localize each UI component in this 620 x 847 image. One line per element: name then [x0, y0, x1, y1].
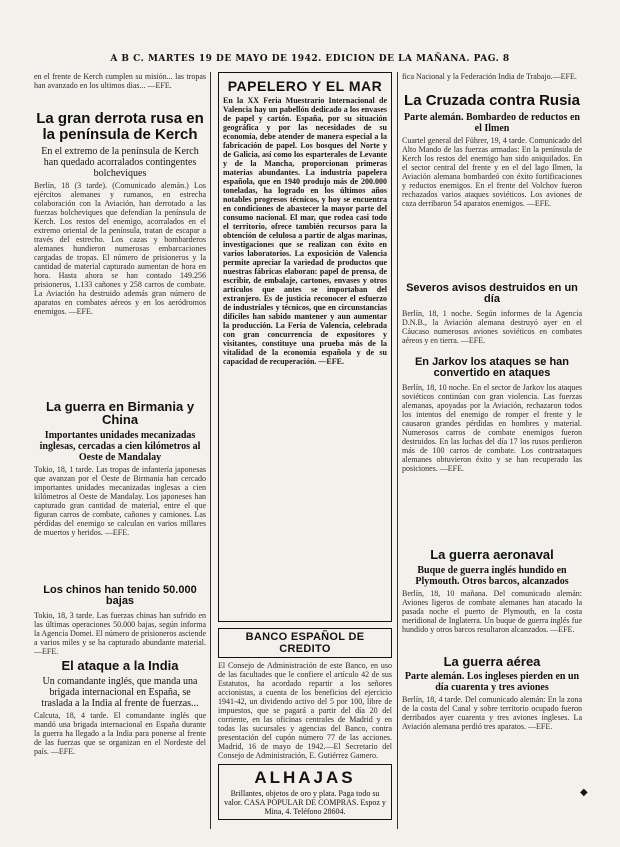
article-chinos-body: Tokio, 18, 3 tarde. Las fuerzas chinas han sufrido en las últimas operaciones 50.000 bajas, según informa la Agencia Domei. El número de prisioneros asciende a varios miles y se ha capturado abundante material. —EFE.	[34, 610, 206, 656]
column-center	[218, 72, 392, 827]
page-corner-mark: ◆	[580, 787, 588, 798]
bank-notice-title: BANCO ESPAÑOL DE CREDITO	[218, 628, 392, 658]
headline-jarkov: En Jarkov los ataques se han convertido en ataques	[414, 355, 570, 380]
page-header: A B C. MARTES 19 DE MAYO DE 1942. EDICION DE LA MAÑANA. PAG. 8	[110, 54, 510, 64]
subheadline-aeronaval: Buque de guerra inglés hundido en Plymouth. Otros barcos, alcanzados	[415, 564, 569, 587]
article-avisos-body: Berlín, 18, 1 noche. Según informes de la Agencia D.N.B., la Aviación alemana destruyó ayer en el Cáucaso numerosos aviones soviéticos en combates aéreos y en tierra. —EFE.	[402, 308, 582, 345]
headline-avisos: Severos avisos destruidos en un día	[406, 281, 578, 306]
boxed-article	[218, 72, 392, 622]
subheadline-guerra-aerea: Parte alemán. Los ingleses pierden en un día cuarenta y tres aviones	[404, 671, 580, 694]
headline-guerra-aerea: La guerra aérea	[443, 653, 541, 669]
ad-title: ALHAJAS	[254, 768, 356, 787]
article-india-body: Calcuta, 18, 4 tarde. El comandante inglés que mandó una brigada internacional en España durante la guerra ha llegado a la India para ponerse al frente de las fuerzas que se organizan en el Nordeste del país. —EFE.	[34, 710, 206, 756]
headline-birmania: La guerra en Birmania y China	[45, 398, 195, 428]
article-continuation: en el frente de Kerch cumplen su misión... las tropas han avanzado en los ultimos dias... —EFE.	[34, 72, 206, 90]
headline-cruzada: La Cruzada contra Rusia	[404, 92, 580, 109]
boxed-article-title: PAPELERO Y EL MAR	[227, 78, 383, 94]
headline-india: El ataque a la India	[61, 657, 179, 673]
article-guerra-aerea-body: Berlín, 18, 4 tarde. Del comunicado alemán: En la zona de la costa del Canal y sobre territorio ocupado fueron derribados ayer cuarenta y tres aviones ingleses. La Aviación alemana perdió tres aparatos. —EFE.	[402, 695, 582, 732]
subheadline-cruzada: Parte alemán. Bombardeo de reductos en el Ilmen	[404, 111, 580, 134]
subheadline-india: Un comandante inglés, que manda una brigada internacional en España, se traslada a la India al frente de fuerzas...	[41, 675, 199, 709]
boxed-article-body: En la XX Feria Muestrario Internacional de Valencia hay un pabellón dedicado a los envases de papel y cartón. España, por su situación geográfica y por las necesidades de su economía, debe atender de manera especial a la fabricación de papel. Los bosques del Norte y de Galicia, así como los esparterales de Levante y de la Mancha, proporcionan primeras materias abundantes. La industria papelera española, que en 1940 produjo más de 200.000 toneladas, ha logrado en los últimos años notables progresos técnicos, y hoy se encuentra en condiciones de abastecer la mayor parte del consumo nacional. El mar, que rodea casi todo el territorio, ofrece también recursos para la obtención de celulosa a partir de algas marinas, investigaciones que se realizan con éxito en varios laboratorios. La exposición de Valencia permite apreciar la variedad de productos que nuestras fábricas elaboran: papel de prensa, de escribir, de embalaje, cartones, envases y otros artículos que antes se importaban del extranjero. Es de justicia reconocer el esfuerzo de industriales y técnicos, que en circunstancias difíciles han sabido mantener y aun aumentar la producción. La Feria de Valencia, celebrada con gran concurrencia de expositores y visitantes, constituye una prueba más de la vitalidad de la economía española y de su capacidad de recuperación. —EFE.	[223, 96, 387, 366]
headline-aeronaval: La guerra aeronaval	[430, 546, 554, 562]
advertisement	[218, 764, 392, 820]
bank-notice-body: El Consejo de Administración de este Banco, en uso de las facultades que le confiere el artículo 42 de sus Estatutos, ha acordado repartir a los señores accionistas, a cuenta de los beneficios del ejercicio 1941-42, un dividendo activo del 5 por 100, libre de impuestos, que se pagará a partir del día 20 del corriente, en las oficinas centrales de Madrid y en todas las sucursales y agencias del Banco, contra presentación del cupón número 77 de las acciones. Madrid, 16 de mayo de 1942.—El Secretario del Consejo de Administración, E. Gutiérrez Gamero.	[218, 661, 392, 760]
column-rule	[210, 72, 211, 829]
headline-chinos: Los chinos han tenido 50.000 bajas	[43, 583, 197, 608]
article-jarkov-body: Berlín, 18, 10 noche. En el sector de Jarkov los ataques soviéticos continúan con gran violencia. Las fuerzas alemanas, apoyadas por la Aviación, rechazaron todos los intentos del enemigo de romper el frente y le causaron grandes pérdidas en hombres y material. Numerosos carros de combate enemigos fueron destruidos. En las luchas del día 17 los rusos perdieron más de 100 carros de combate. Los contraataques alemanes obtuvieron éxito y se han recuperado las posiciones. —EFE.	[402, 382, 582, 473]
subheadline-birmania: Importantes unidades mecanizadas inglesas, cercadas a cien kilómetros al Oeste de Mandalay	[39, 429, 201, 463]
article-cruzada-body: Cuartel general del Führer, 19, 4 tarde. Comunicado del Alto Mando de las fuerzas armadas: En la península de Kerch los restos del enemigo han sido aniquilados. En el sector central del frente y en el del lago Ilmen, la Aviación alemana bombardeó con éxito fortificaciones y reductos enemigos. En el frente del Volchov fueron rechazados varios ataques soviéticos. Los aviones de caza derribaron 54 aparatos enemigos. —EFE.	[402, 135, 582, 208]
column-right	[402, 72, 582, 827]
article-birmania-body: Tokio, 18, 1 tarde. Las tropas de infantería japonesas que avanzan por el Oeste de Birmania han cercado importantes unidades mecanizadas inglesas a cien kilómetros al Oeste de Mandalay. Los japoneses han capturado gran cantidad de material, entre el que figuran carros de combate, cañones y camiones. Las pérdidas del enemigo se calculan en varios millares de muertos y heridos. —EFE.	[34, 464, 206, 537]
ad-text: Brillantes, objetos de oro y plata. Paga todo su valor. CASA POPULAR DE COMPRAS. Espoz y Mina, 4. Teléfono 28604.	[224, 789, 386, 816]
article-continuation: fica Nacional y la Federación India de Trabajo.—EFE.	[402, 72, 577, 81]
column-rule	[397, 72, 398, 829]
headline-kerch: La gran derrota rusa en la península de Kerch	[36, 110, 204, 143]
article-aeronaval-body: Berlín, 18, 10 mañana. Del comunicado alemán: Aviones ligeros de combate alemanes han atacado la pasada noche el puerto de Plymouth, en la costa meridional de Inglaterra. Un buque de guerra inglés fue hundido y otros barcos resultaron alcanzados. —EFE.	[402, 588, 582, 634]
subheadline-kerch: En el extremo de la península de Kerch han quedado acorralados contingentes bolcheviques	[41, 145, 199, 179]
column-left	[34, 72, 206, 827]
article-kerch-body: Berlín, 18 (3 tarde). (Comunicado alemán.) Los ejércitos alemanes y rumanos, en estrecha colaboración con la Aviación, han derrotado a las fuerzas bolcheviques que defendían la península de Kerch. Los restos del enemigo, acorralados en el extremo oriental de la península, tratan de escapar a través del estrecho. Los cazas y bombarderos alemanes hundieron numerosas embarcaciones cargadas de tropas. El número de prisioneros y la cantidad de material capturado aumentan de hora en hora. Hasta ahora se han contado 149.256 prisioneros, 1.133 cañones y 258 carros de combate. La Aviación ha destruido además gran número de aparatos en combates aéreos y en los aeródromos enemigos. —EFE.	[34, 180, 206, 316]
